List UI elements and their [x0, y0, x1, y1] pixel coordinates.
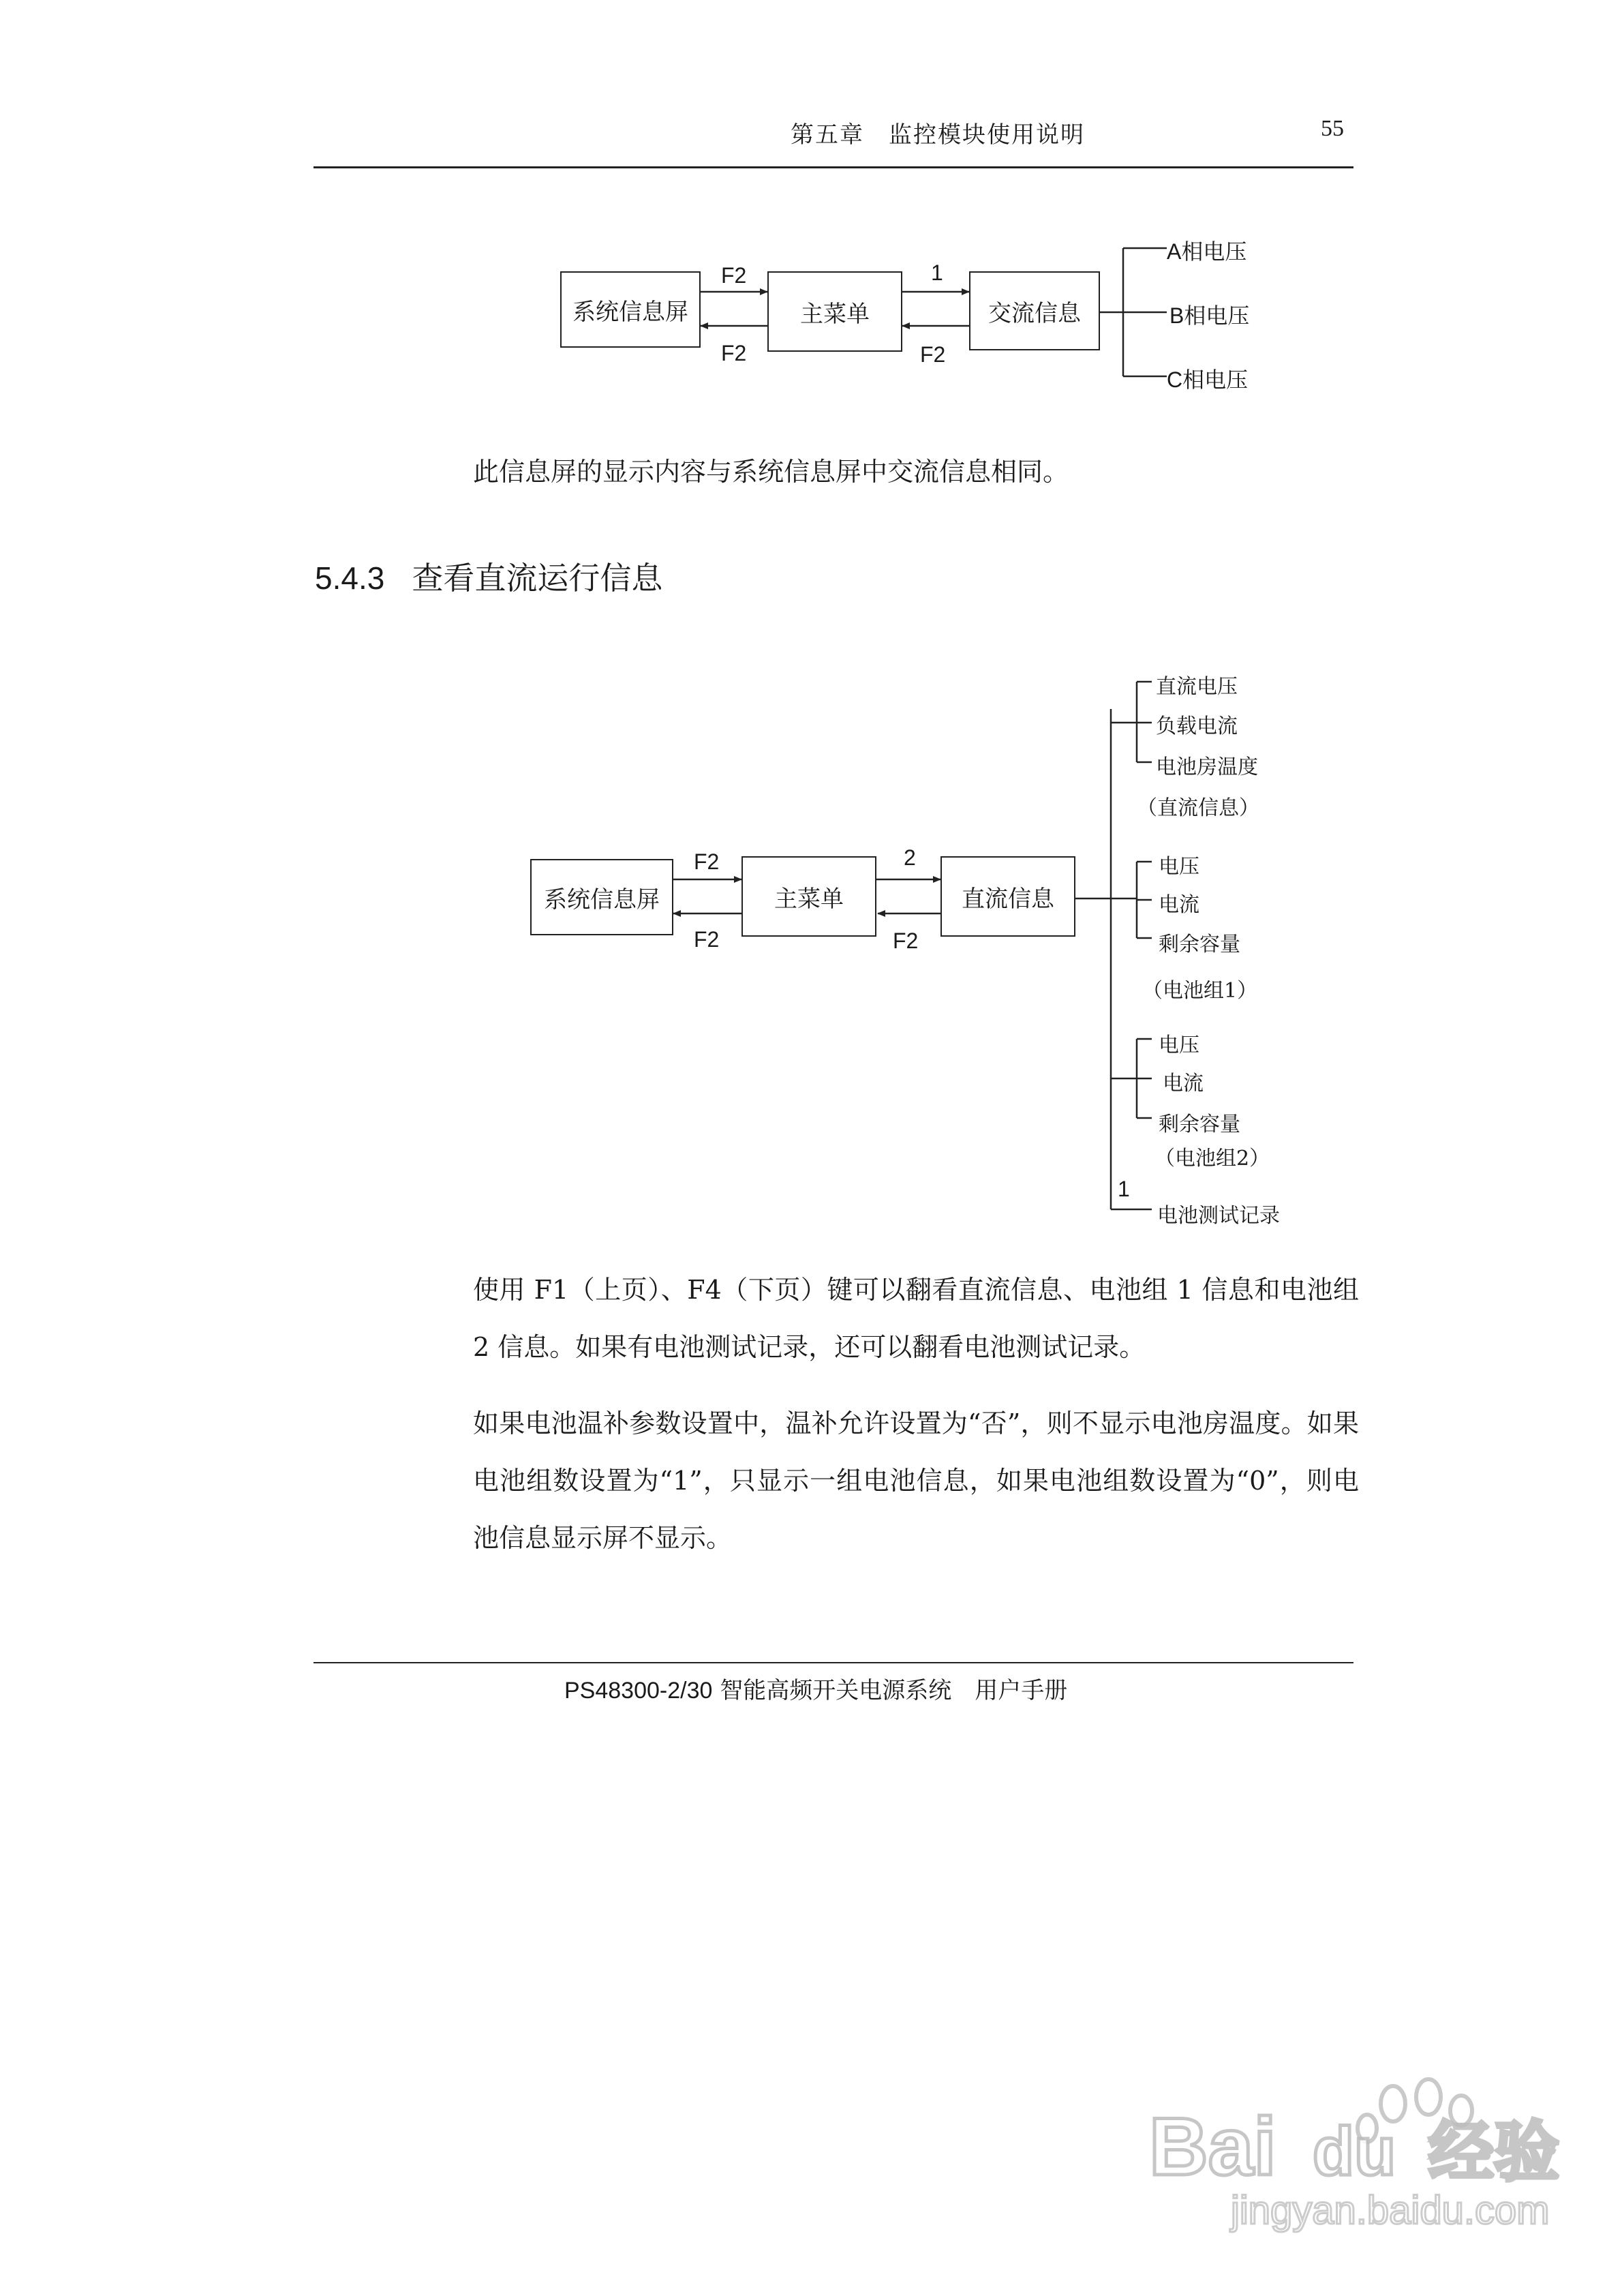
- d1-box-ac-info: 交流信息: [969, 271, 1100, 350]
- footer-model: PS48300-2/30: [564, 1678, 713, 1704]
- d2-bat1-current: 电流: [1159, 893, 1199, 917]
- d2-load-current: 负载电流: [1156, 714, 1238, 738]
- d2-box-dc-info: 直流信息: [940, 856, 1075, 937]
- d2-label-test-key: 1: [1118, 1177, 1130, 1201]
- d1-branch-c: C相电压: [1167, 367, 1249, 392]
- header-title: 第五章 监控模块使用说明: [791, 121, 1085, 149]
- d2-label-f2-back2: F2: [893, 928, 919, 953]
- d1-label-f2-back2: F2: [920, 342, 946, 367]
- d2-bat1-voltage: 电压: [1159, 855, 1199, 879]
- footer-title: 智能高频开关电源系统 用户手册: [720, 1677, 1068, 1704]
- d1-label-f2-back1: F2: [721, 341, 747, 365]
- svg-text:Bai: Bai: [1149, 2101, 1276, 2192]
- baidu-jingyan-watermark-logo: [1142, 2072, 1578, 2236]
- d2-caption-bat2: （电池组2）: [1154, 1147, 1270, 1170]
- d1-branch-b: B相电压: [1169, 303, 1250, 328]
- d2-battery-room-temp: 电池房温度: [1156, 755, 1258, 779]
- d2-label-f2-forward: F2: [694, 849, 720, 874]
- d2-box-main-menu: 主菜单: [741, 856, 876, 937]
- d1-label-f2-forward: F2: [721, 263, 747, 288]
- svg-text:经验: 经验: [1428, 2114, 1559, 2190]
- page-number: 55: [1321, 116, 1344, 141]
- paragraph-page-keys: 使用 F1（上页）、F4（下页）键可以翻看直流信息、电池组 1 信息和电池组 2 信息。如果有电池测试记录，还可以翻看电池测试记录。: [473, 1275, 1359, 1362]
- d2-bat2-remaining-capacity: 剩余容量: [1159, 1113, 1240, 1136]
- section-title: 查看直流运行信息: [412, 560, 663, 596]
- svg-text:du: du: [1313, 2113, 1396, 2190]
- paragraph-display-conditions: 如果电池温补参数设置中，温补允许设置为“否”，则不显示电池房温度。如果电池组数设置为“1”，只显示一组电池信息，如果电池组数设置为“0”，则电池信息显示屏不显示。: [473, 1408, 1359, 1553]
- d1-box-main-menu: 主菜单: [767, 271, 902, 352]
- footer-rule: [313, 1662, 1353, 1663]
- d2-box-system-info: 系统信息屏: [530, 859, 673, 935]
- d2-bat2-current: 电流: [1163, 1072, 1204, 1096]
- d2-battery-test-record: 电池测试记录: [1157, 1204, 1280, 1228]
- section-number: 5.4.3: [315, 560, 385, 596]
- d2-label-f2-back1: F2: [694, 927, 720, 952]
- d2-dc-voltage: 直流电压: [1156, 675, 1238, 699]
- svg-text:jingyan.baidu.com: jingyan.baidu.com: [1231, 2188, 1550, 2233]
- d2-caption-bat1: （电池组1）: [1142, 979, 1258, 1003]
- section-heading: [315, 554, 662, 599]
- d1-box-system-info: 系统信息屏: [560, 271, 701, 348]
- d1-branch-a: A相电压: [1167, 239, 1247, 264]
- d1-label-key-1: 1: [931, 260, 943, 285]
- d2-caption-dc-info: （直流信息）: [1137, 796, 1259, 820]
- d2-bat1-remaining-capacity: 剩余容量: [1159, 933, 1240, 956]
- d2-label-key-2: 2: [904, 845, 916, 870]
- footer-text: [564, 1672, 1067, 1705]
- paragraph-ac-note: 此信息屏的显示内容与系统信息屏中交流信息相同。: [473, 457, 1069, 487]
- d2-bat2-voltage: 电压: [1159, 1033, 1199, 1057]
